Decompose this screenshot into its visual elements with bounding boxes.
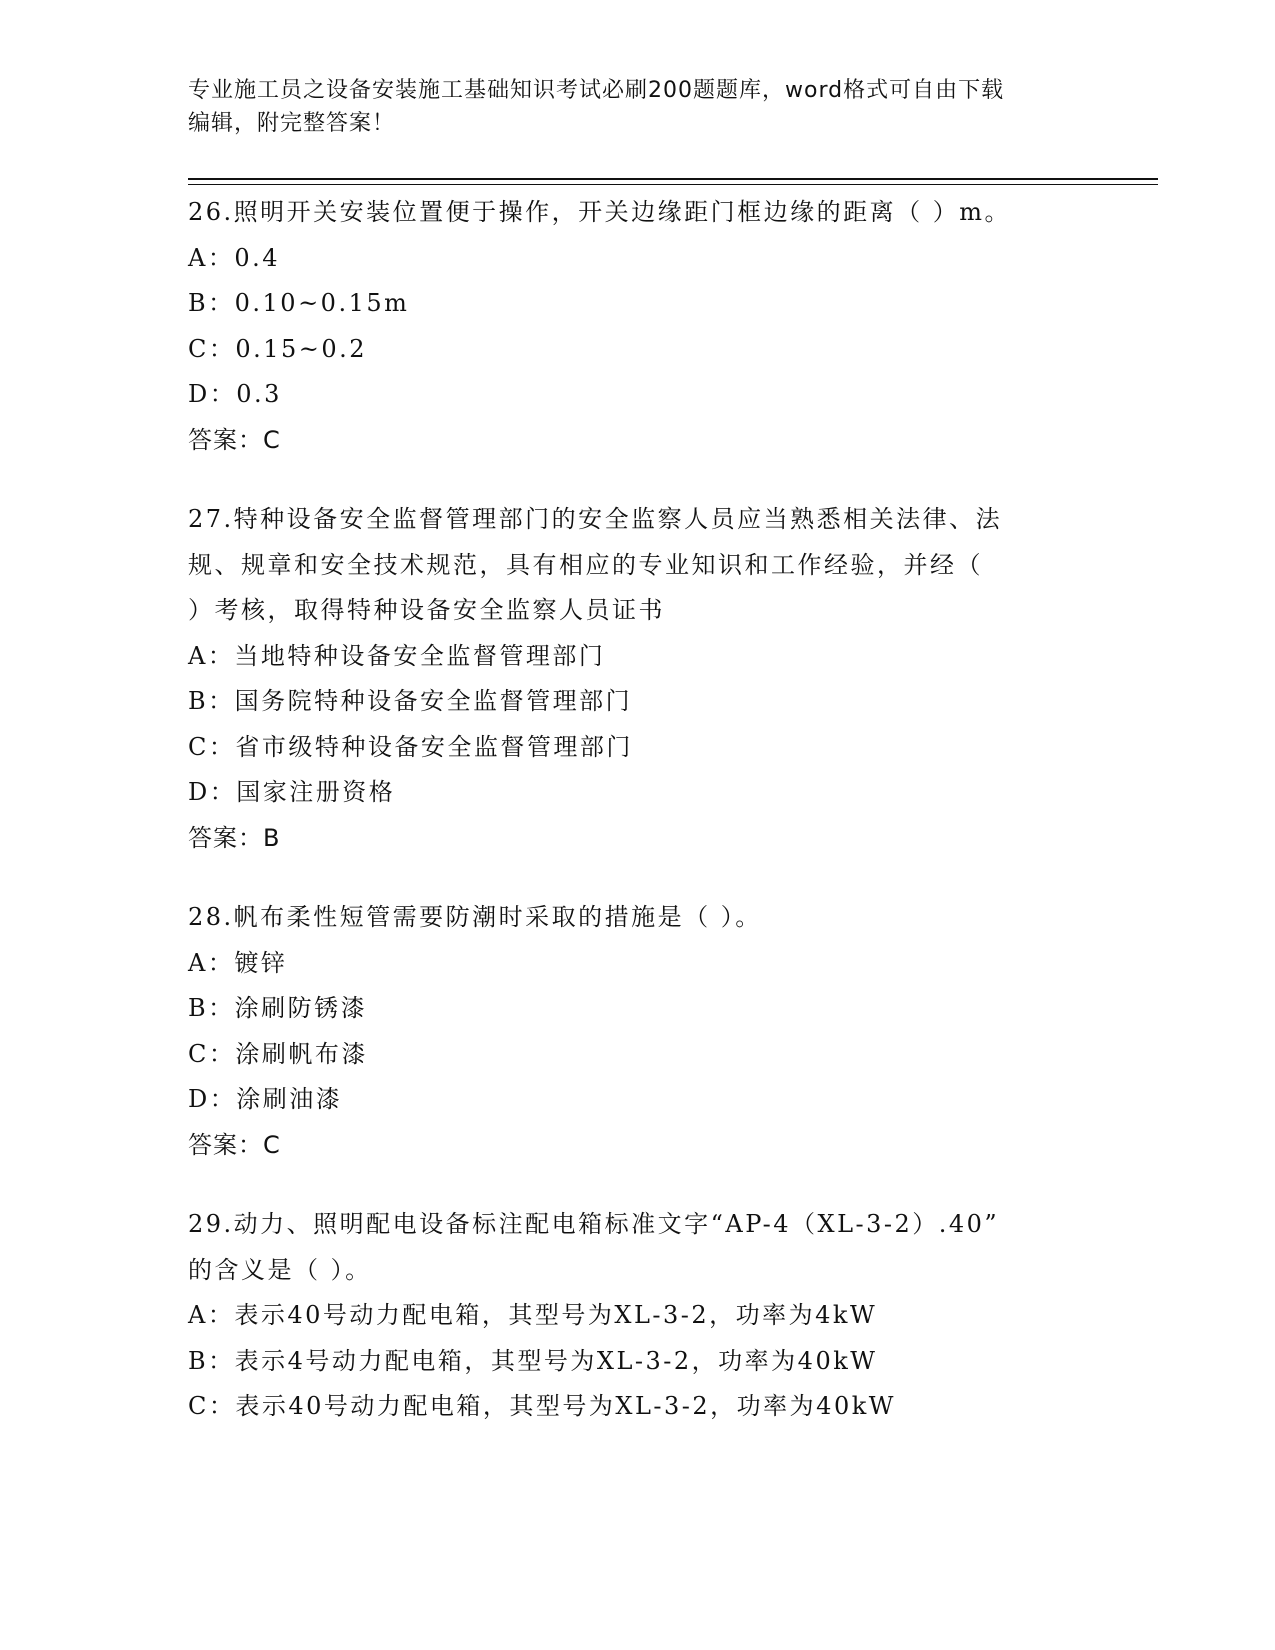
option-d: D：0.3 <box>188 380 282 408</box>
header-title-line-1: 专业施工员之设备安装施工基础知识考试必刷200题题库，word格式可自由下载 <box>188 78 1005 103</box>
header-divider-thick <box>188 178 1158 180</box>
header-title-line-2: 编辑，附完整答案！ <box>188 111 396 136</box>
option-d: D：涂刷油漆 <box>188 1085 343 1113</box>
answer-line: 答案：B <box>188 823 281 852</box>
question-29 <box>188 1202 1088 1430</box>
document-header <box>188 74 1088 140</box>
option-a: A：0.4 <box>188 243 280 272</box>
question-26 <box>188 190 1088 463</box>
option-c: C：表示40号动力配电箱，其型号为XL-3-2，功率为40kW <box>188 1392 896 1420</box>
option-a: A：表示40号动力配电箱，其型号为XL-3-2，功率为4kW <box>188 1301 878 1329</box>
question-stem: 26.照明开关安装位置便于操作，开关边缘距门框边缘的距离（ ）m。 <box>188 198 1012 226</box>
option-c: C：涂刷帆布漆 <box>188 1039 368 1068</box>
question-stem: 29.动力、照明配电设备标注配电箱标准文字“AP-4（XL-3-2）.40” <box>188 1210 1000 1238</box>
option-b: B：国务院特种设备安全监督管理部门 <box>188 687 633 715</box>
option-a: A：镀锌 <box>188 948 288 977</box>
question-stem: 28.帆布柔性短管需要防潮时采取的措施是（ ）。 <box>188 903 762 931</box>
question-27 <box>188 497 1088 861</box>
option-a: A：当地特种设备安全监督管理部门 <box>188 641 606 670</box>
answer-line: 答案：C <box>188 425 281 454</box>
option-c: C：省市级特种设备安全监督管理部门 <box>188 732 633 761</box>
question-stem: ）考核，取得特种设备安全监察人员证书 <box>188 596 665 624</box>
option-b: B：表示4号动力配电箱，其型号为XL-3-2，功率为40kW <box>188 1346 878 1375</box>
question-28 <box>188 895 1088 1168</box>
question-list <box>188 190 1088 1464</box>
option-b: B：涂刷防锈漆 <box>188 994 368 1022</box>
answer-line: 答案：C <box>188 1130 281 1159</box>
question-stem: 规、规章和安全技术规范，具有相应的专业知识和工作经验，并经（ <box>188 550 983 579</box>
header-divider-thin <box>188 184 1158 185</box>
option-b: B：0.10~0.15m <box>188 289 410 317</box>
option-d: D：国家注册资格 <box>188 778 396 806</box>
question-stem: 的含义是（ ）。 <box>188 1255 372 1284</box>
question-stem: 27.特种设备安全监督管理部门的安全监察人员应当熟悉相关法律、法 <box>188 505 1003 533</box>
option-c: C：0.15~0.2 <box>188 334 368 363</box>
